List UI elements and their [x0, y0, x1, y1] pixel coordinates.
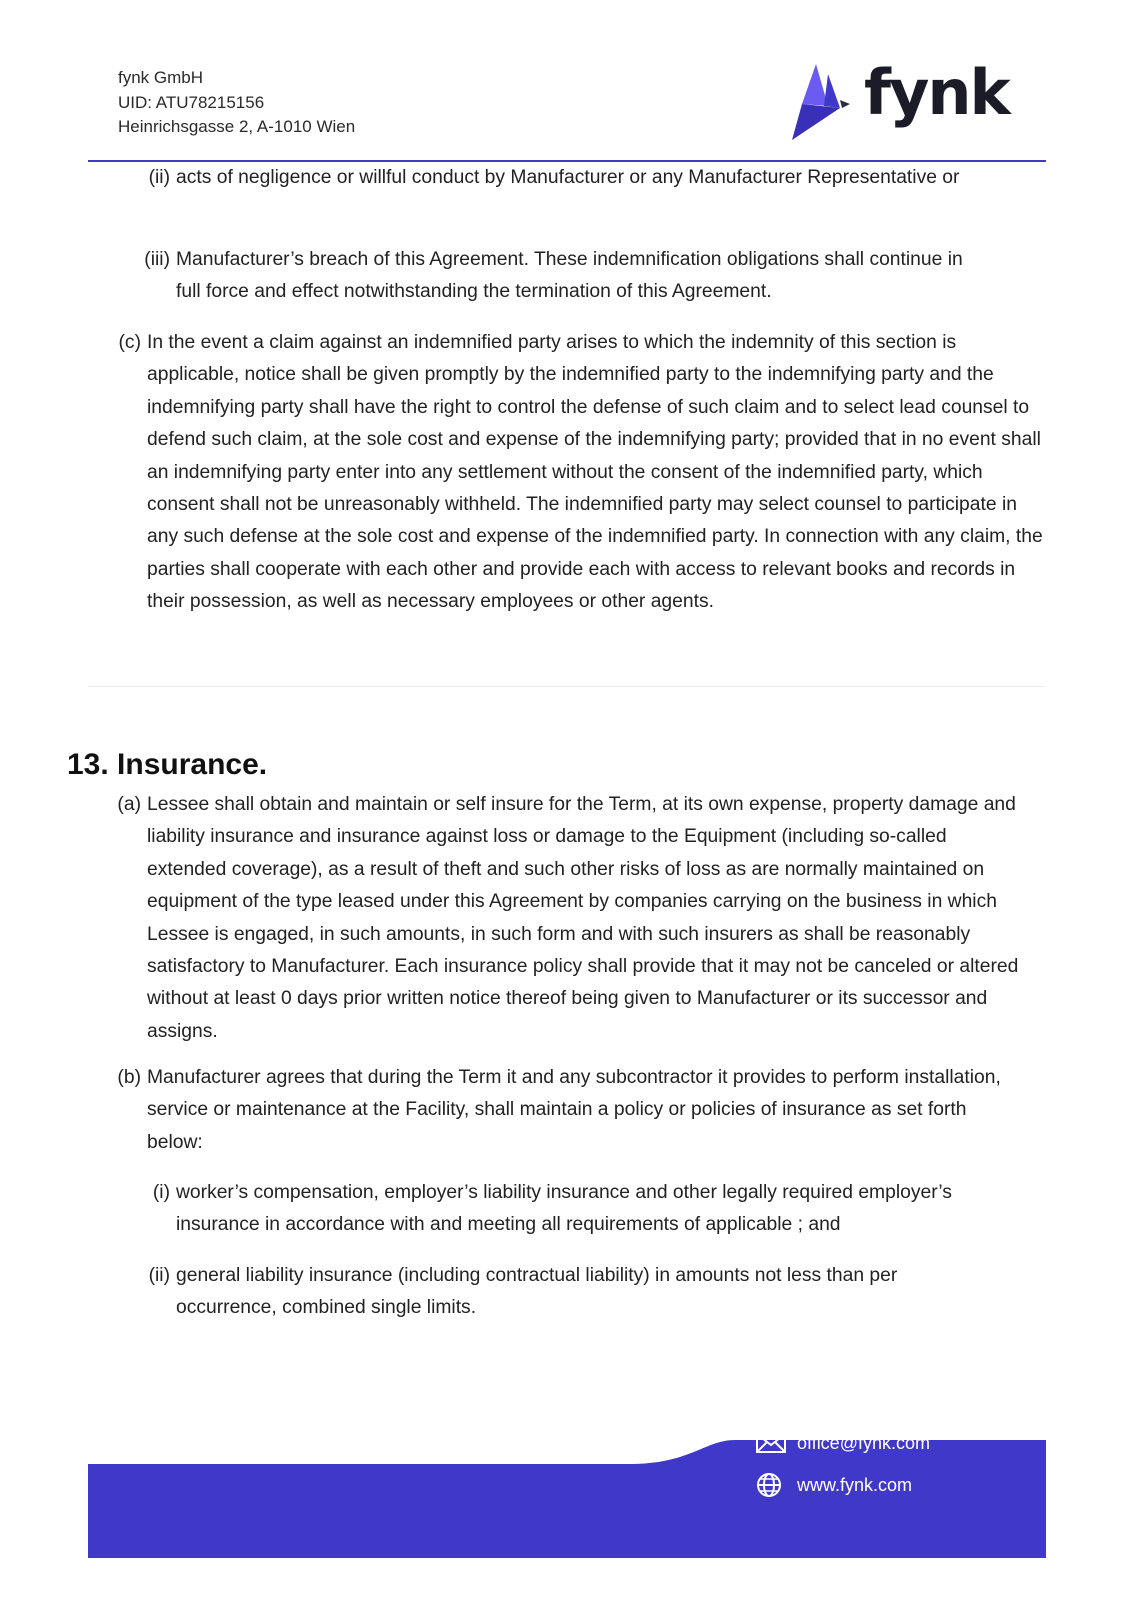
fynk-logo [808, 56, 1009, 142]
clause-text: acts of negligence or willful conduct by Manufacturer or any Manufacturer Representative or [176, 167, 960, 188]
clause-label: (i) [152, 1182, 170, 1203]
clause-text: general liability insurance (including contractual liability) in amounts not less than per occurrence, combined single limits. [176, 1265, 898, 1319]
clause-text: In the event a claim against an indemnified party arises to which the indemnity of this section is applicable, notice shall be given promptly by the indemnified party to the indemnifying party and the indemnifying party shall have the right to control the defense of such claim and to select lead counsel to defend such claim, at the sole cost and expense of the indemnifying party; provided that in no event shall an indemnifying party enter into any settlement without the consent of the indemnified party, which consent shall not be unreasonably withheld. The indemnified party may select counsel to participate in any such defense at the sole cost and expense of the indemnified party. In connection with any claim, the parties shall cooperate with each other and provide each with access to relevant books and records in their possession, as well as necessary employees or other agents. [147, 332, 1043, 613]
clause-label: (iii) [144, 249, 170, 270]
footer-website[interactable] [755, 1472, 912, 1498]
clause-label: (ii) [148, 167, 170, 188]
bird-logo-icon [788, 60, 852, 142]
clause-text: Manufacturer’s breach of this Agreement. These indemnification obligations shall continue in full force and effect notwithstanding the termination of this Agreement. [176, 249, 963, 303]
clause-iii [144, 244, 976, 309]
section-divider [88, 686, 1046, 687]
company-info [118, 66, 355, 140]
footer-email[interactable] [755, 1430, 930, 1456]
globe-icon [755, 1472, 787, 1498]
clause-text: worker’s compensation, employer’s liability insurance and other legally required employer’s insurance in accordance with and meeting all requirements of applicable ; and [176, 1182, 952, 1236]
company-address: Heinrichsgasse 2, A-1010 Wien [118, 117, 356, 136]
clause-label: (c) [118, 332, 141, 353]
clause-label: (ii) [148, 1265, 170, 1286]
company-name: fynk GmbH [118, 68, 204, 87]
clause-b-i [152, 1177, 1036, 1242]
clause-label: (a) [117, 794, 141, 815]
website-text[interactable]: www.fynk.com [797, 1474, 913, 1495]
footer-band [0, 1440, 1131, 1600]
logo-wordmark: fynk [864, 56, 1009, 129]
clause-b [117, 1062, 1007, 1159]
clause-ii [148, 162, 1056, 194]
company-uid: UID: ATU78215156 [118, 92, 265, 112]
clause-a [117, 789, 1027, 1048]
clause-b-ii [148, 1260, 996, 1325]
envelope-icon [755, 1430, 787, 1456]
section-heading: 13. Insurance. [67, 748, 268, 781]
clause-label: (b) [117, 1067, 141, 1088]
clause-text: Manufacturer agrees that during the Term it and any subcontractor it provides to perform installation, service or maintenance at the Facility, shall maintain a policy or policies of insurance as set forth below: [147, 1067, 1001, 1153]
clause-text: Lessee shall obtain and maintain or self insure for the Term, at its own expense, property damage and liability insurance and insurance against loss or damage to the Equipment (including so-called extended coverage), as a result of theft and such other risks of loss as are normally maintained on equipment of the type leased under this Agreement by companies carrying on the business in which Lessee is engaged, in such amounts, in such form and with such insurers as shall be reasonably satisfactory to Manufacturer. Each insurance policy shall provide that it may not be canceled or altered without at least 0 days prior written notice thereof being given to Manufacturer or its successor and assigns. [147, 794, 1019, 1042]
email-text[interactable]: office@fynk.com [797, 1432, 930, 1453]
clause-c [118, 327, 1043, 619]
